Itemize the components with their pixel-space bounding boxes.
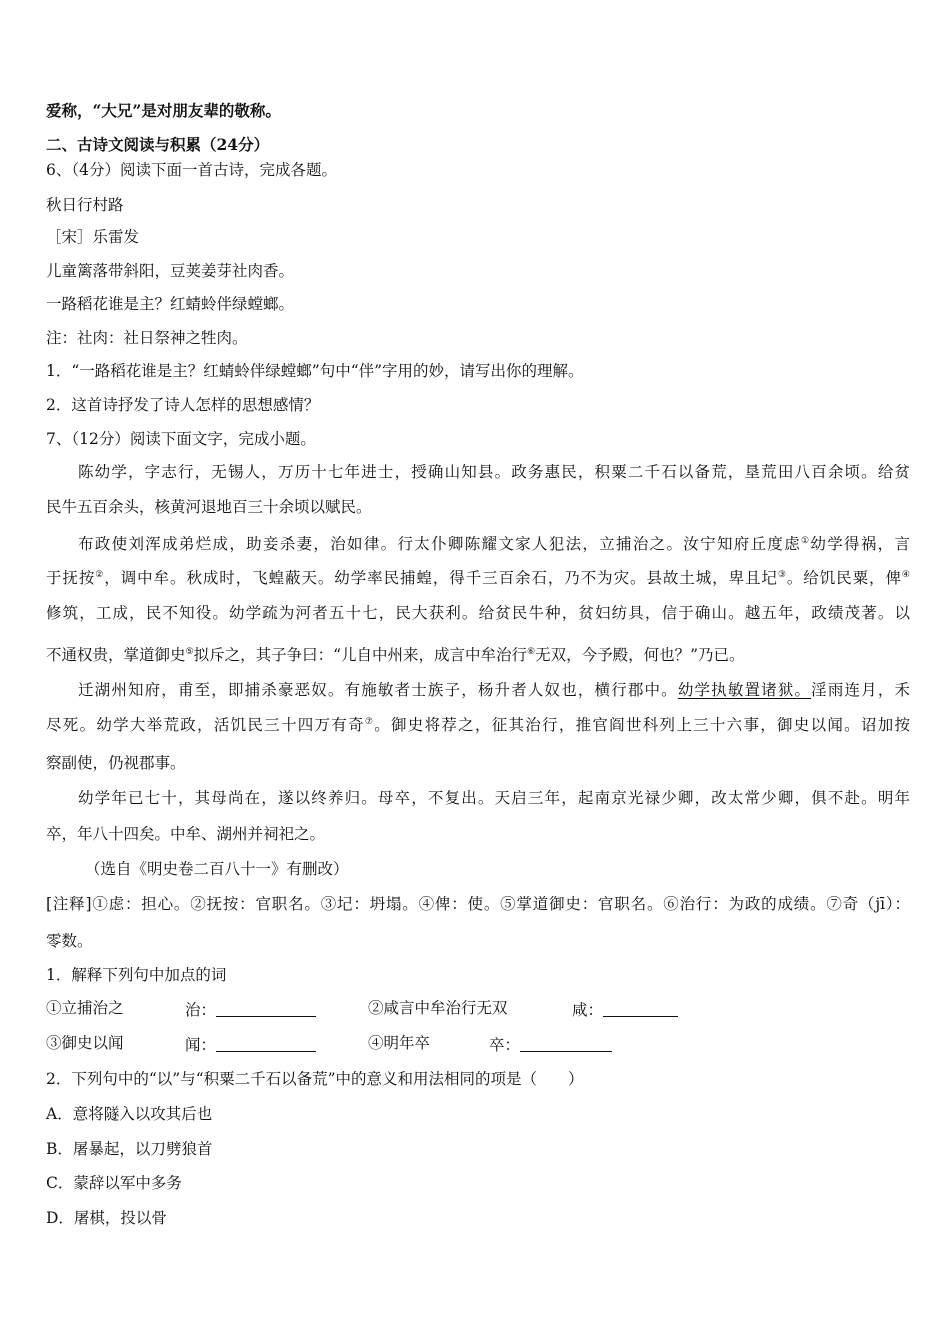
poem-line-1: 儿童篱落带斜阳，豆荚姜芽社肉香。	[46, 262, 295, 280]
answer-blank-4[interactable]	[520, 1036, 612, 1052]
passage-p1-line2: 民牛五百余头，核黄河退地百三十余顷以赋民。	[46, 498, 372, 516]
top-line: 爱称，“大兄”是对朋友辈的敬称。	[46, 101, 281, 120]
item-answer-2: 咸：	[572, 1000, 678, 1020]
option-b[interactable]: B．屠暴起，以刀劈狼首	[46, 1140, 213, 1158]
option-d[interactable]: D．屠棋，投以骨	[46, 1209, 167, 1227]
item-answer-1: 治：	[185, 1000, 316, 1020]
passage-p4-line1: 幼学年已七十，其母尚在，遂以终养归。母卒，不复出。天启三年，起南京光禄少卿，改太常少卿，俱不赴。明年	[78, 789, 910, 807]
passage-p2-line1: 布政使刘浑成弟烂成，助妾杀妻，治如律。行太仆卿陈耀文家人犯法，立捕治之。汝宁知府丘度虑①幼学得祸，言	[78, 535, 910, 553]
item-sentence-1: ①立捕治之	[46, 999, 124, 1017]
q7-subquestion-1: 1．解释下列句中加点的词	[46, 966, 227, 984]
q6-intro: 6、（4分）阅读下面一首古诗，完成各题。	[46, 161, 337, 179]
q7-subquestion-2: 2．下列句中的“以”与“积粟二千石以备荒”中的意义和用法相同的项是（ ）	[46, 1070, 584, 1088]
q6-subquestion-1: 1．“一路稻花谁是主？红蜻蛉伴绿螳螂”句中“伴”字用的妙，请写出你的理解。	[46, 362, 584, 380]
option-a[interactable]: A．意将隧入以攻其后也	[46, 1105, 213, 1123]
item-sentence-3: ③御史以闻	[46, 1034, 124, 1052]
passage-p2-line2: 于抚按②，调中牟。秋成时，飞蝗蔽天。幼学率民捕蝗，得千三百余石，乃不为灾。县故土城，卑且圮③。给饥民粟，俾④	[46, 569, 910, 587]
footnote-mark-1: ①	[801, 536, 811, 546]
passage-p3-line1: 迁湖州知府，甫至，即捕杀豪恶奴。有施敏者士族子，杨升者人奴也，横行郡中。幼学执敏置诸狱。淫雨连月，禾	[78, 681, 910, 699]
notes-line1: [注释]①虑：担心。②抚按：官职名。③圮：坍塌。④俾：使。⑤掌道御史：官职名。⑥治行：为政的成绩。⑦奇（jī）：	[46, 895, 910, 913]
underlined-sentence: 幼学执敏置诸狱。	[677, 681, 812, 699]
item-sentence-2: ②咸言中牟治行无双	[368, 999, 508, 1017]
item-answer-3: 闻：	[185, 1035, 316, 1055]
footnote-mark-4: ④	[901, 570, 910, 580]
passage-p2-line4: 不通权贵，掌道御史⑤拟斥之，其子争曰：“儿自中州来，成言中牟治行⑥无双，今予殿，何也？”乃已。	[46, 646, 745, 664]
notes-line2: 零数。	[46, 932, 93, 950]
answer-blank-2[interactable]	[603, 1001, 678, 1017]
footnote-mark-7: ⑦	[364, 717, 375, 727]
item-answer-4: 卒：	[489, 1035, 612, 1055]
footnote-mark-6: ⑥	[527, 647, 536, 657]
q6-subquestion-2: 2．这首诗抒发了诗人怎样的思想感情？	[46, 396, 320, 414]
passage-p3-line2: 尽死。幼学大举荒政，活饥民三十四万有奇⑦。御史将荐之，征其治行，推官阎世科列上三十六事，御史以闻。诏加按	[46, 716, 910, 734]
item-sentence-4: ④明年卒	[368, 1034, 431, 1052]
passage-p2-line3: 修筑，工成，民不知役。幼学疏为河者五十七，民大获利。给贫民牛种，贫妇纺具，信于确山。越五年，政绩茂著。以	[46, 604, 910, 622]
section2-title: 二、古诗文阅读与积累（24分）	[46, 135, 270, 154]
passage-p3-line3: 察副使，仍视郡事。	[46, 754, 186, 772]
answer-blank-3[interactable]	[216, 1036, 316, 1052]
answer-blank-1[interactable]	[216, 1001, 316, 1017]
q7-intro: 7、（12分）阅读下面文字，完成小题。	[46, 430, 316, 448]
footnote-mark-3: ③	[777, 570, 787, 580]
poem-title: 秋日行村路	[46, 196, 124, 214]
poem-author: ［宋］乐雷发	[46, 228, 140, 246]
footnote-mark-5: ⑤	[185, 647, 194, 657]
poem-note: 注：社肉：社日祭神之牲肉。	[46, 329, 248, 347]
footnote-mark-2: ②	[95, 570, 105, 580]
passage-source: （选自《明史卷二百八十一》有删改）	[85, 860, 349, 878]
passage-p4-line2: 卒，年八十四矣。中牟、湖州并祠祀之。	[46, 825, 326, 843]
option-c[interactable]: C．蒙辞以军中多务	[46, 1174, 182, 1192]
poem-line-2: 一路稻花谁是主？红蜻蛉伴绿螳螂。	[46, 295, 295, 313]
passage-p1-line1: 陈幼学，字志行，无锡人，万历十七年进士，授确山知县。政务惠民，积粟二千石以备荒，垦荒田八百余顷。给贫	[78, 463, 910, 481]
